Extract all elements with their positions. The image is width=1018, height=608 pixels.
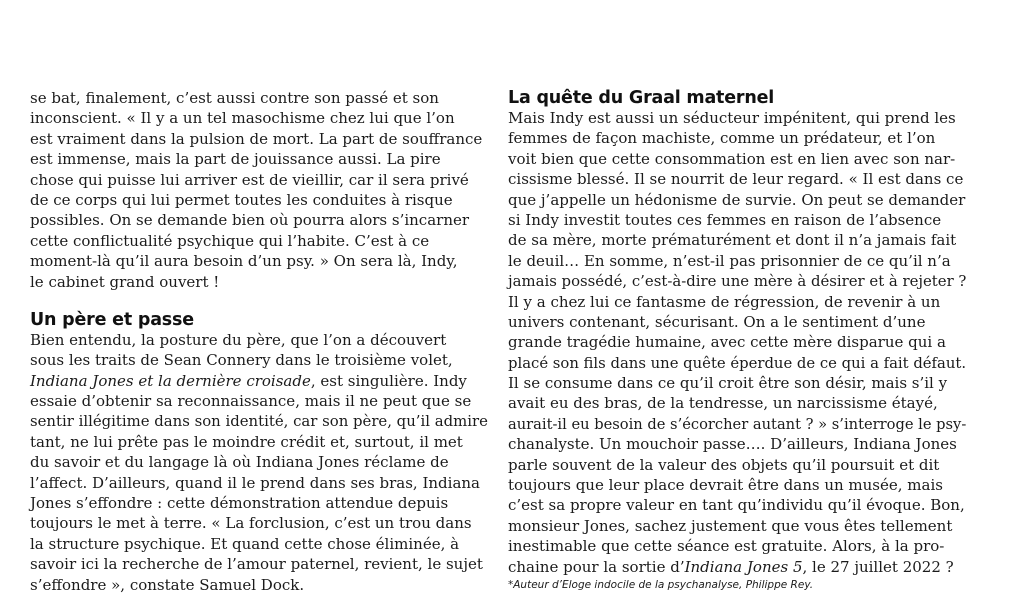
text-line: monsieur Jones, sachez justement que vous êtes tellement	[508, 516, 953, 535]
text-line: grande tragédie humaine, avec cette mère disparue qui a	[508, 333, 946, 352]
film-title: Indiana Jones 5	[684, 557, 803, 576]
text-line: de ce corps qui lui permet toutes les conduites à risque	[30, 190, 453, 209]
text-line: moment-là qu’il aura besoin d’un psy. » On sera là, Indy,	[30, 252, 458, 271]
text-line: chose qui puisse lui arriver est de vieillir, car il sera privé	[30, 170, 469, 189]
text-line: s’effondre », constate Samuel Dock.	[30, 575, 305, 594]
text-line: inconscient. « Il y a un tel masochisme chez lui que l’on	[30, 109, 455, 128]
text-line: est vraiment dans la pulsion de mort. La part de souffrance	[30, 129, 483, 148]
text-line: c’est sa propre valeur en tant qu’individu qu’il évoque. Bon,	[508, 496, 965, 515]
text-line: Mais Indy est aussi un séducteur impénitent, qui prend les	[508, 109, 956, 127]
text-line: sentir illégitime dans son identité, car son père, qu’il admire	[30, 412, 488, 431]
graal-lines	[508, 108, 978, 557]
text-line: jamais possédé, c’est-à-dire une mère à désirer et à rejeter ?	[508, 272, 967, 291]
left-top-paragraph	[30, 88, 500, 292]
text-line: essaie d’obtenir sa reconnaissance, mais il ne peut que se	[30, 392, 472, 411]
text-line: possibles. On se demande bien où pourra alors s’incarner	[30, 211, 470, 230]
text-line: cette conflictualité psychique qui l’habite. C’est à ce	[30, 231, 430, 250]
pere-paragraph	[30, 330, 500, 595]
author-footnote: *Auteur d’Eloge indocile de la psychanalyse, Philippe Rey.	[508, 578, 814, 591]
text-line: cissisme blessé. Il se nourrit de leur regard. « Il est dans ce	[508, 170, 964, 189]
text-line: toujours le met à terre. « La forclusion, c’est un trou dans	[30, 514, 472, 533]
right-column	[508, 88, 978, 593]
text-line: le deuil… En somme, n’est-il pas prisonnier de ce qu’il n’a	[508, 251, 951, 270]
text-line: avait eu des bras, de la tendresse, un narcissisme étayé,	[508, 394, 938, 413]
text-line: Il y a chez lui ce fantasme de régression, de revenir à un	[508, 292, 941, 311]
section-heading-pere: Un père et passe	[30, 309, 194, 330]
section-heading-graal: La quête du Graal maternel	[508, 88, 775, 108]
text-line: aurait-il eu besoin de s’écorcher autant ? » s’interroge le psy-	[508, 414, 967, 433]
book-title: Eloge indocile de la psychanalyse	[561, 578, 740, 591]
text-line: le cabinet grand ouvert !	[30, 272, 220, 291]
text-line: du savoir et du langage là où Indiana Jones réclame de	[30, 453, 449, 472]
text-line: Jones s’effondre : cette démonstration attendue depuis	[30, 494, 449, 513]
text-line: sous les traits de Sean Connery dans le troisième volet,	[30, 351, 453, 370]
text-line: univers contenant, sécurisant. On a le sentiment d’une	[508, 312, 926, 331]
text-line: est immense, mais la part de jouissance aussi. La pire	[30, 150, 441, 169]
text-line: inestimable que cette séance est gratuite. Alors, à la pro-	[508, 537, 945, 556]
text-line: l’affect. D’ailleurs, quand il le prend dans ses bras, Indiana	[30, 473, 480, 492]
text-line: femmes de façon machiste, comme un prédateur, et l’on	[508, 129, 936, 148]
text-line: si Indy investit toutes ces femmes en raison de l’absence	[508, 210, 942, 229]
text-line: de sa mère, morte prématurément et dont il n’a jamais fait	[508, 231, 957, 250]
pere-paragraph-continued	[30, 391, 500, 595]
text-line: chanalyste. Un mouchoir passe…. D’ailleurs, Indiana Jones	[508, 435, 957, 454]
text-line: voit bien que cette consommation est en lien avec son nar-	[508, 149, 956, 168]
text-line: se bat, finalement, c’est aussi contre son passé et son	[30, 89, 439, 107]
film-title: Indiana Jones et la dernière croisade	[30, 371, 311, 390]
text-line: chaine pour la sortie d’Indiana Jones 5, le 27 juillet 2022 ?	[508, 557, 954, 576]
text-line: toujours que leur place devrait être dans un musée, mais	[508, 476, 943, 495]
left-column	[30, 88, 500, 595]
text-line: Bien entendu, la posture du père, que l’on a découvert	[30, 330, 447, 349]
text-line: savoir ici la recherche de l’amour paternel, revient, le sujet	[30, 555, 483, 574]
text-line: la structure psychique. Et quand cette chose éliminée, à	[30, 534, 460, 553]
graal-paragraph	[508, 108, 978, 577]
text-line: placé son fils dans une quête éperdue de ce qui a fait défaut.	[508, 353, 967, 372]
text-line: Indiana Jones et la dernière croisade, est singulière. Indy	[30, 371, 467, 390]
text-line: tant, ne lui prête pas le moindre crédit et, surtout, il met	[30, 432, 463, 451]
text-line: parle souvent de la valeur des objets qu’il poursuit et dit	[508, 455, 940, 474]
text-line: que j’appelle un hédonisme de survie. On peut se demander	[508, 190, 966, 209]
text-line: Il se consume dans ce qu’il croit être son désir, mais s’il y	[508, 374, 948, 393]
